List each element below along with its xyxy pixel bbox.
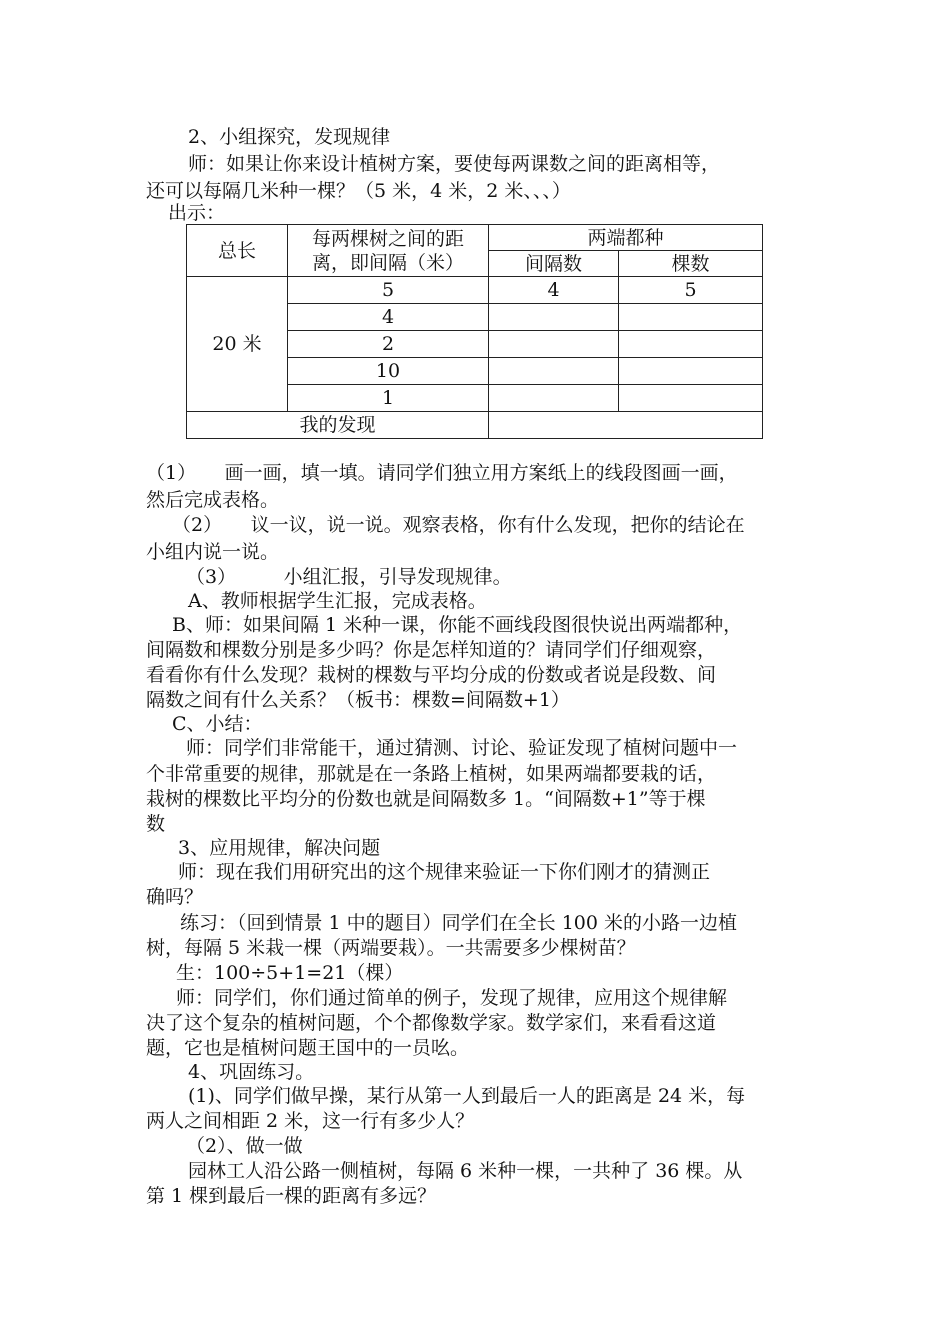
- paragraph-line: 隔数之间有什么关系？（板书：棵数=间隔数+1）: [146, 689, 570, 711]
- paragraph-line: 园林工人沿公路一侧植树，每隔 6 米种一棵，一共种了 36 棵。从: [188, 1160, 743, 1182]
- paragraph-line: （2）、做一做: [186, 1135, 303, 1157]
- finding-value: [489, 412, 763, 439]
- paragraph-line: 第 1 棵到最后一棵的距离有多远？: [146, 1185, 437, 1207]
- paragraph-line: 师：如果让你来设计植树方案，要使每两课数之间的距离相等，: [188, 153, 721, 175]
- paragraph-line: 师：同学们，你们通过简单的例子，发现了规律，应用这个规律解: [176, 987, 728, 1009]
- header-gap-distance: [288, 225, 489, 277]
- paragraph-line: 师：同学们非常能干，通过猜测、讨论、验证发现了植树问题中一: [186, 737, 738, 759]
- trees-cell: [619, 385, 763, 412]
- finding-label: 我的发现: [187, 412, 489, 439]
- paragraph-line: 确吗？: [146, 886, 204, 908]
- paragraph-line: (1)、同学们做早操，某行从第一人到最后一人的距离是 24 米，每: [188, 1085, 746, 1107]
- header-total-length: 总长: [187, 225, 288, 277]
- paragraph-line: 题，它也是植树问题王国中的一员吆。: [146, 1037, 470, 1059]
- section-heading: 3、应用规律，解决问题: [178, 837, 381, 859]
- paragraph-line: 师：现在我们用研究出的这个规律来验证一下你们刚才的猜测正: [178, 861, 711, 883]
- header-intervals: 间隔数: [489, 251, 619, 277]
- total-length-cell: 20 米: [187, 277, 288, 412]
- intervals-cell: [489, 331, 619, 358]
- paragraph-line: B、师：如果间隔 1 米种一课，你能不画线段图很快说出两端都种，: [172, 614, 743, 636]
- trees-cell: [619, 358, 763, 385]
- intervals-cell: [489, 304, 619, 331]
- intervals-cell: 4: [489, 277, 619, 304]
- section-heading: 2、小组探究，发现规律: [188, 126, 391, 148]
- paragraph-line: C、小结：: [172, 713, 263, 735]
- intervals-cell: [489, 385, 619, 412]
- paragraph-line: 然后完成表格。: [146, 489, 280, 511]
- paragraph-line: 生：100÷5+1=21（棵）: [176, 962, 404, 984]
- paragraph-line: 树，每隔 5 米栽一棵（两端要栽）。一共需要多少棵树苗？: [146, 937, 636, 959]
- gap-cell: 5: [288, 277, 489, 304]
- paragraph-line: 看看你有什么发现？栽树的棵数与平均分成的份数或者说是段数、间: [146, 664, 717, 686]
- show-label: 出示：: [168, 202, 226, 224]
- paragraph-line: 数: [146, 813, 166, 835]
- paragraph-line: A、教师根据学生汇报，完成表格。: [188, 590, 487, 612]
- section-heading: 4、巩固练习。: [188, 1061, 315, 1083]
- header-gap-line-1: 每两棵树之间的距: [311, 227, 464, 250]
- intervals-cell: [489, 358, 619, 385]
- paragraph-line: （2） 议一议，说一说。观察表格，你有什么发现，把你的结论在: [172, 514, 745, 536]
- trees-cell: [619, 331, 763, 358]
- gap-cell: 4: [288, 304, 489, 331]
- gap-cell: 2: [288, 331, 489, 358]
- header-trees: 棵数: [619, 251, 763, 277]
- paragraph-line: 小组内说一说。: [146, 541, 280, 563]
- trees-cell: [619, 304, 763, 331]
- paragraph-line: 决了这个复杂的植树问题，个个都像数学家。数学家们，来看看这道: [146, 1012, 717, 1034]
- paragraph-line: 练习：（回到情景 1 中的题目）同学们在全长 100 米的小路一边植: [180, 912, 738, 934]
- header-gap-line-2: 离，即间隔（米）: [311, 251, 464, 274]
- gap-cell: 1: [288, 385, 489, 412]
- paragraph-line: 个非常重要的规律，那就是在一条路上植树，如果两端都要栽的话，: [146, 763, 717, 785]
- tree-planting-table: [186, 224, 763, 439]
- trees-cell: 5: [619, 277, 763, 304]
- paragraph-line: （3） 小组汇报，引导发现规律。: [186, 566, 512, 588]
- gap-cell: 10: [288, 358, 489, 385]
- paragraph-line: 栽树的棵数比平均分的份数也就是间隔数多 1。“间隔数+1”等于棵: [146, 788, 706, 810]
- header-both-ends: 两端都种: [489, 225, 763, 251]
- paragraph-line: 两人之间相距 2 米，这一行有多少人？: [146, 1110, 475, 1132]
- paragraph-line: 还可以每隔几米种一棵？（5 米，4 米，2 米、、、）: [146, 180, 571, 202]
- paragraph-line: 间隔数和棵数分别是多少吗？你是怎样知道的？请同学们仔细观察，: [146, 639, 717, 661]
- paragraph-line: （1） 画一画，填一填。请同学们独立用方案纸上的线段图画一画，: [146, 462, 738, 484]
